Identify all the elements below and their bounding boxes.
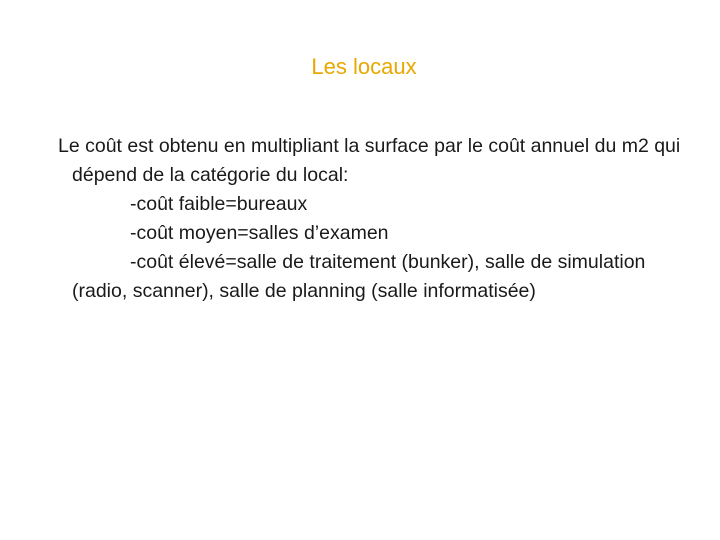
cost-item-high: -coût élevé=salle de traitement (bunker), salle de simulation (radio, scanner), salle de planning (salle informatisée)	[72, 251, 646, 302]
slide-body	[58, 132, 688, 306]
cost-item-medium: -coût moyen=salles d’examen	[130, 222, 389, 244]
slide-title: Les locaux	[311, 54, 417, 79]
intro-paragraph: Le coût est obtenu en multipliant la surface par le coût annuel du m2 qui dépend de la catégorie du local:	[58, 135, 681, 186]
cost-item-low: -coût faible=bureaux	[130, 193, 308, 215]
